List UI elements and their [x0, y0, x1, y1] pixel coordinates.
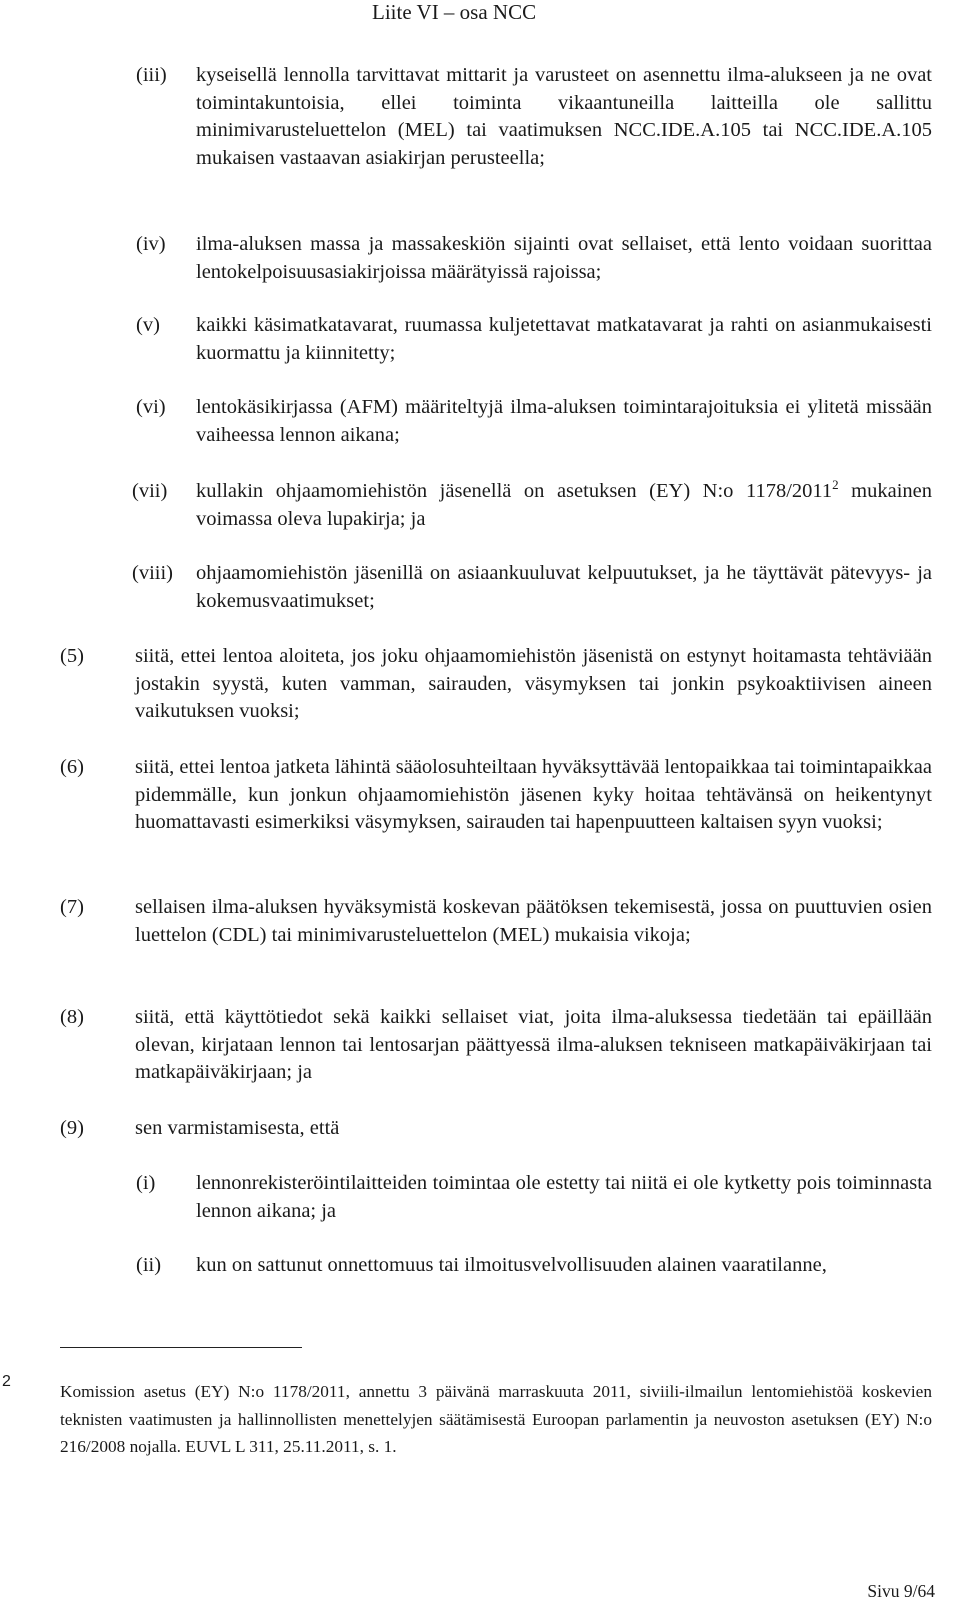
list-item-i: [136, 1170, 932, 1225]
list-item-vi: [136, 394, 932, 449]
item-text: lennonrekisteröintilaitteiden toimintaa ole estetty tai niitä ei ole kytketty pois toiminnasta lennon aikana; ja: [196, 1172, 932, 1222]
item-number: (6): [60, 756, 84, 778]
item-text: kun on sattunut onnettomuus tai ilmoitusvelvollisuuden alainen vaaratilanne,: [196, 1254, 827, 1276]
page-header: Liite VI – osa NCC: [372, 0, 537, 24]
item-text: siitä, ettei lentoa aloiteta, jos joku ohjaamomiehistön jäsenistä on estynyt hoitamasta tehtäviään jostakin syystä, kuten vamman, sairauden, väsymyksen tai jonkin psykoaktiivisen aineen vaikutuksen vuoksi;: [135, 645, 932, 722]
list-item-ii: [136, 1252, 932, 1280]
footnote-separator: [60, 1347, 302, 1348]
item-number: (5): [60, 645, 84, 667]
list-item-vii: [132, 478, 932, 533]
item-number: (viii): [132, 562, 173, 584]
item-number: (9): [60, 1117, 84, 1139]
item-text: siitä, että käyttötiedot sekä kaikki sellaiset viat, joita ilma-aluksessa tiedetään tai epäillään olevan, kirjataan lennon tai lentosarjan päättyessä ilma-aluksen tekniseen matkapäiväkirjaan tai matkapäiväkirjaan; ja: [135, 1006, 932, 1083]
item-number: (vi): [136, 396, 166, 418]
item-text: sen varmistamisesta, että: [135, 1117, 340, 1139]
item-number: (iv): [136, 233, 166, 255]
item-number: (ii): [136, 1254, 162, 1276]
item-number: (v): [136, 314, 160, 336]
item-text-part: kullakin ohjaamomiehistön jäsenellä on asetuksen (EY) N:o 1178/2011: [196, 480, 833, 502]
list-item-9: [60, 1115, 932, 1143]
item-number: (7): [60, 896, 84, 918]
list-item-5: [60, 643, 932, 726]
list-item-iii: [136, 62, 932, 172]
item-text-part: mukainen voimassa oleva lupakirja; ja: [196, 480, 932, 530]
item-text: kaikki käsimatkatavarat, ruumassa kuljetettavat matkatavarat ja rahti on asianmukaisesti kuormattu ja kiinnitetty;: [196, 314, 932, 364]
list-item-7: [60, 894, 932, 949]
item-text: siitä, ettei lentoa jatketa lähintä sääolosuhteiltaan hyväksyttävää lentopaikkaa tai toimintapaikkaa pidemmälle, kun jonkun ohjaamomiehistön jäsenen kyky hoitaa tehtävänsä on heikentynyt huomattavasti esimerkiksi väsymyksen, sairauden tai hapenpuutteen kaltaisen syyn vuoksi;: [135, 756, 932, 833]
item-number: (vii): [132, 480, 168, 502]
item-number: (i): [136, 1172, 156, 1194]
footnote-text: Komission asetus (EY) N:o 1178/2011, annettu 3 päivänä marraskuuta 2011, siviili-ilmailun lentomiehistöä koskevien teknisten vaatimusten ja hallinnollisten menettelyjen säätämisestä Euroopan parlamentin ja neuvoston asetuksen (EY) N:o 216/2008 nojalla. EUVL L 311, 25.11.2011, s. 1.: [60, 1382, 932, 1456]
item-text: kyseisellä lennolla tarvittavat mittarit ja varusteet on asennettu ilma-alukseen ja ne ovat toimintakuntoisia, ellei toiminta vikaantuneilla laitteilla ole sallittu minimivarusteluettelon (MEL) tai vaatimuksen NCC.IDE.A.105 tai NCC.IDE.A.105 mukaisen vastaavan asiakirjan perusteella;: [196, 64, 932, 169]
item-number: (8): [60, 1006, 84, 1028]
item-text: sellaisen ilma-aluksen hyväksymistä koskevan päätöksen tekemisestä, jossa on puuttuvien osien luettelon (CDL) tai minimivarusteluettelon (MEL) mukaisia vikoja;: [135, 896, 932, 946]
list-item-viii: [132, 560, 932, 615]
item-text: lentokäsikirjassa (AFM) määriteltyjä ilma-aluksen toimintarajoituksia ei ylitetä missään vaiheessa lennon aikana;: [196, 396, 932, 446]
footnote-reference: 2: [832, 477, 839, 493]
page-number: Sivu 9/64: [867, 1581, 935, 1601]
list-item-8: [60, 1004, 932, 1087]
list-item-iv: [136, 231, 932, 286]
item-text: [196, 478, 932, 533]
list-item-6: [60, 754, 932, 837]
footnote-marker: 2: [2, 1373, 11, 1390]
item-text: ilma-aluksen massa ja massakeskiön sijainti ovat sellaiset, että lento voidaan suorittaa lentokelpoisuusasiakirjoissa määrätyissä rajoissa;: [196, 233, 932, 283]
list-item-v: [136, 312, 932, 367]
item-number: (iii): [136, 64, 167, 86]
item-text: ohjaamomiehistön jäsenillä on asiaankuuluvat kelpuutukset, ja he täyttävät pätevyys- ja kokemusvaatimukset;: [196, 562, 932, 612]
